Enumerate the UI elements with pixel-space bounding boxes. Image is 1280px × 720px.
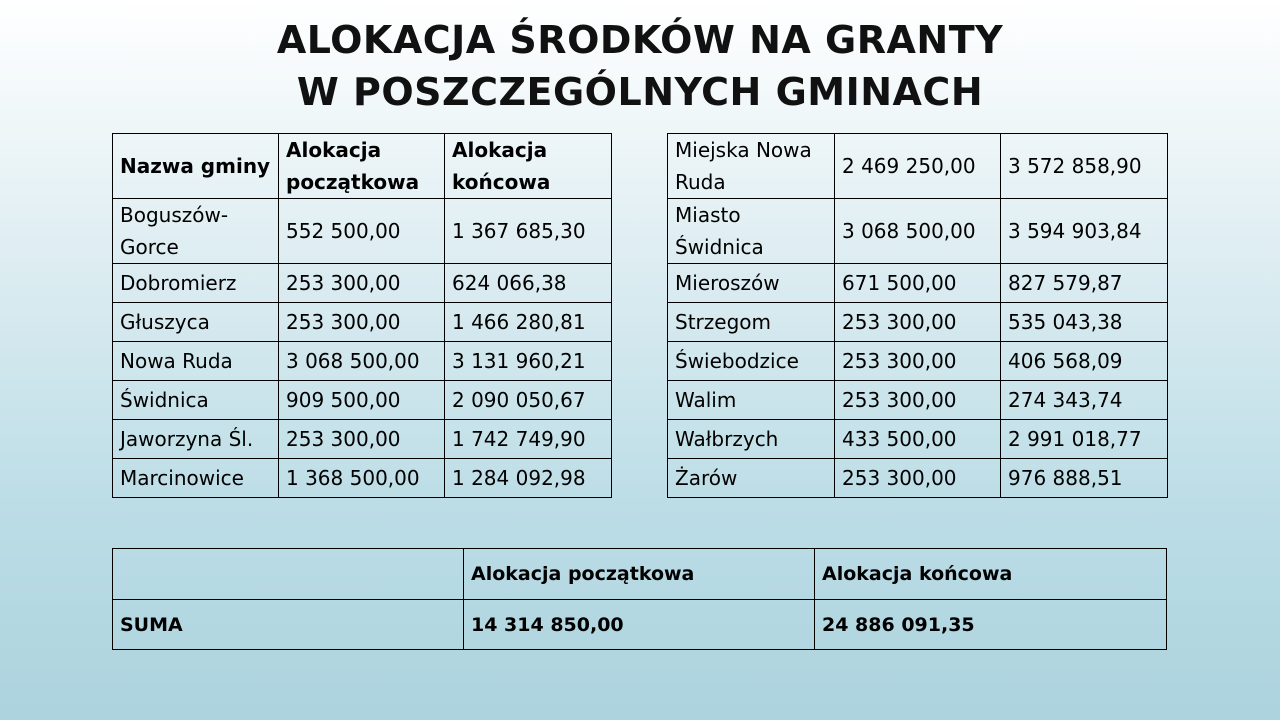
row-initial: 253 300,00: [279, 303, 445, 342]
header-name: Nazwa gminy: [113, 134, 279, 199]
row-name: Świebodzice: [668, 342, 835, 381]
row-initial: 253 300,00: [835, 303, 1001, 342]
page-title: [0, 14, 1280, 118]
row-initial: 2 469 250,00: [835, 134, 1001, 199]
row-final: 976 888,51: [1001, 459, 1168, 498]
row-initial: 253 300,00: [835, 342, 1001, 381]
summary-header-final: Alokacja końcowa: [815, 549, 1167, 600]
summary-table: [112, 548, 1167, 650]
summary-empty-cell: [113, 549, 464, 600]
row-final: 624 066,38: [445, 264, 612, 303]
row-final: 1 284 092,98: [445, 459, 612, 498]
summary-header-row: [113, 549, 1167, 600]
row-initial: 552 500,00: [279, 199, 445, 264]
summary-label: SUMA: [113, 600, 464, 650]
row-name: Marcinowice: [113, 459, 279, 498]
row-initial: 3 068 500,00: [279, 342, 445, 381]
summary-initial: 14 314 850,00: [464, 600, 815, 650]
row-initial: 909 500,00: [279, 381, 445, 420]
row-final: 274 343,74: [1001, 381, 1168, 420]
title-line-2: W POSZCZEGÓLNYCH GMINACH: [296, 70, 984, 114]
table-row: [668, 420, 1168, 459]
row-initial: 253 300,00: [279, 264, 445, 303]
row-initial: 253 300,00: [835, 381, 1001, 420]
row-name: Świdnica: [113, 381, 279, 420]
row-final: 3 131 960,21: [445, 342, 612, 381]
row-final: 1 742 749,90: [445, 420, 612, 459]
summary-header-initial: Alokacja początkowa: [464, 549, 815, 600]
table-row: [113, 420, 612, 459]
allocation-table-right: [667, 133, 1168, 498]
table-row: [668, 342, 1168, 381]
row-initial: 253 300,00: [835, 459, 1001, 498]
row-final: 3 594 903,84: [1001, 199, 1168, 264]
row-name: Żarów: [668, 459, 835, 498]
table-row: [668, 303, 1168, 342]
row-final: 535 043,38: [1001, 303, 1168, 342]
table-header-row: [113, 134, 612, 199]
table-row: [668, 134, 1168, 199]
row-name: Miejska Nowa Ruda: [668, 134, 835, 199]
row-initial: 1 368 500,00: [279, 459, 445, 498]
table-row: [668, 459, 1168, 498]
row-final: 3 572 858,90: [1001, 134, 1168, 199]
row-final: 406 568,09: [1001, 342, 1168, 381]
row-initial: 3 068 500,00: [835, 199, 1001, 264]
header-initial: Alokacja początkowa: [279, 134, 445, 199]
row-initial: 671 500,00: [835, 264, 1001, 303]
table-row: [113, 199, 612, 264]
table-row: [113, 264, 612, 303]
table-row: [668, 199, 1168, 264]
table-row: [668, 381, 1168, 420]
title-line-1: ALOKACJA ŚRODKÓW NA GRANTY: [276, 18, 1004, 62]
row-name: Miasto Świdnica: [668, 199, 835, 264]
row-final: 2 090 050,67: [445, 381, 612, 420]
summary-final: 24 886 091,35: [815, 600, 1167, 650]
row-final: 1 466 280,81: [445, 303, 612, 342]
table-row: [113, 459, 612, 498]
row-final: 1 367 685,30: [445, 199, 612, 264]
header-final: Alokacja końcowa: [445, 134, 612, 199]
row-name: Jaworzyna Śl.: [113, 420, 279, 459]
row-name: Głuszyca: [113, 303, 279, 342]
row-name: Wałbrzych: [668, 420, 835, 459]
table-row: [113, 342, 612, 381]
row-initial: 253 300,00: [279, 420, 445, 459]
table-row: [113, 381, 612, 420]
row-name: Strzegom: [668, 303, 835, 342]
row-initial: 433 500,00: [835, 420, 1001, 459]
allocation-table-left: [112, 133, 612, 498]
row-name: Dobromierz: [113, 264, 279, 303]
row-name: Mieroszów: [668, 264, 835, 303]
table-row: [668, 264, 1168, 303]
table-row: [113, 303, 612, 342]
row-final: 827 579,87: [1001, 264, 1168, 303]
row-name: Walim: [668, 381, 835, 420]
summary-row: [113, 600, 1167, 650]
row-name: Boguszów-Gorce: [113, 199, 279, 264]
row-name: Nowa Ruda: [113, 342, 279, 381]
row-final: 2 991 018,77: [1001, 420, 1168, 459]
